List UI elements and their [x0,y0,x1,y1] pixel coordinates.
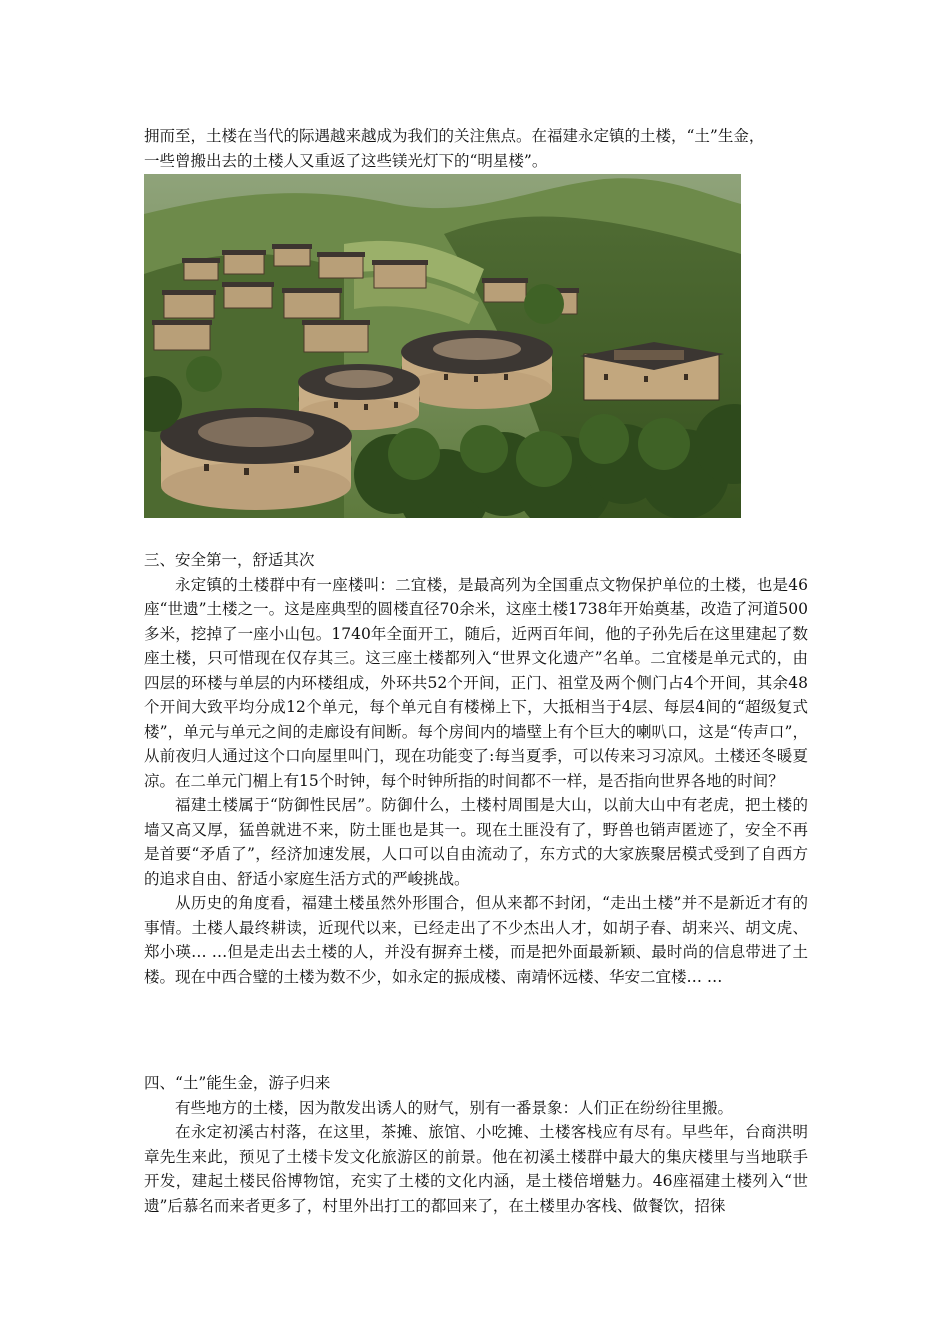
intro-line-2: 一些曾搬出去的土楼人又重返了这些镁光灯下的“明星楼”。 [144,151,548,170]
intro-text [144,124,808,173]
section-3-paragraph-3: 从历史的角度看，福建土楼虽然外形围合，但从来都不封闭，“走出土楼”并不是新近才有的事情。土楼人最终耕读，近现代以来，已经走出了不少杰出人才，如胡子春、胡来兴、胡文虎、郑小瑛… …但是走出去土楼的人，并没有摒弃土楼，而是把外面最新颖、最时尚的信息带进了土楼。现在中西合璧的土楼为数不少，如永定的振成楼、南靖怀远楼、华安二宜楼… … [144,894,808,986]
section-4-paragraph-2: 在永定初溪古村落，在这里，茶摊、旅馆、小吃摊、土楼客栈应有尽有。早些年，台商洪明章先生来此，预见了土楼卡发文化旅游区的前景。他在初溪土楼群中最大的集庆楼里与当地联手开发，建起土楼民俗博物馆，充实了土楼的文化内涵，是土楼倍增魅力。46座福建土楼列入“世遗”后慕名而来者更多了，村里外出打工的都回来了，在土楼里办客栈、做餐饮，招徕 [144,1123,808,1215]
section-4-paragraph-1: 有些地方的土楼，因为散发出诱人的财气，别有一番景象：人们正在纷纷往里搬。 [175,1098,734,1117]
tulou-village-photo [144,174,741,518]
section-3-paragraph-1: 永定镇的土楼群中有一座楼叫：二宜楼，是最高列为全国重点文物保护单位的土楼，也是46座“世遗”土楼之一。这是座典型的圆楼直径70余米，这座土楼1738年开始奠基，改造了河道500多米，挖掉了一座小山包。1740年全面开工，随后，近两百年间，他的子孙先后在这里建起了数座土楼，只可惜现在仅存其三。这三座土楼都列入“世界文化遗产”名单。二宜楼是单元式的，由四层的环楼与单层的内环楼组成，外环共52个开间，正门、祖堂及两个侧门占4个开间，其余48个开间大致平均分成12个单元，每个单元自有楼梯上下，大抵相当于4层、每层4间的“超级复式楼”，单元与单元之间的走廊设有间断。每个房间内的墙壁上有个巨大的喇叭口，这是“传声口”，从前夜归人通过这个口向屋里叫门，现在功能变了:每当夏季，可以传来习习凉风。土楼还冬暖夏凉。在二单元门楣上有15个时钟，每个时钟所指的时间都不一样，是否指向世界各地的时间？ [144,575,808,790]
section-3-heading: 三、安全第一，舒适其次 [144,551,315,569]
section-3 [144,548,808,989]
section-4-heading: 四、“土”能生金，游子归来 [144,1074,331,1092]
section-3-paragraph-2: 福建土楼属于“防御性民居”。防御什么，土楼村周围是大山，以前大山中有老虎，把土楼的墙又高又厚，猛兽就进不来，防土匪也是其一。现在土匪没有了，野兽也销声匿迹了，安全不再是首要“矛盾了”，经济加速发展，人口可以自由流动了，东方式的大家族聚居模式受到了自西方的追求自由、舒适小家庭生活方式的严峻挑战。 [144,796,808,888]
section-4 [144,1071,808,1218]
tulou-illustration [144,174,741,518]
intro-line-1: 拥而至，土楼在当代的际遇越来越成为我们的关注焦点。在福建永定镇的土楼，“土”生金， [144,127,765,145]
